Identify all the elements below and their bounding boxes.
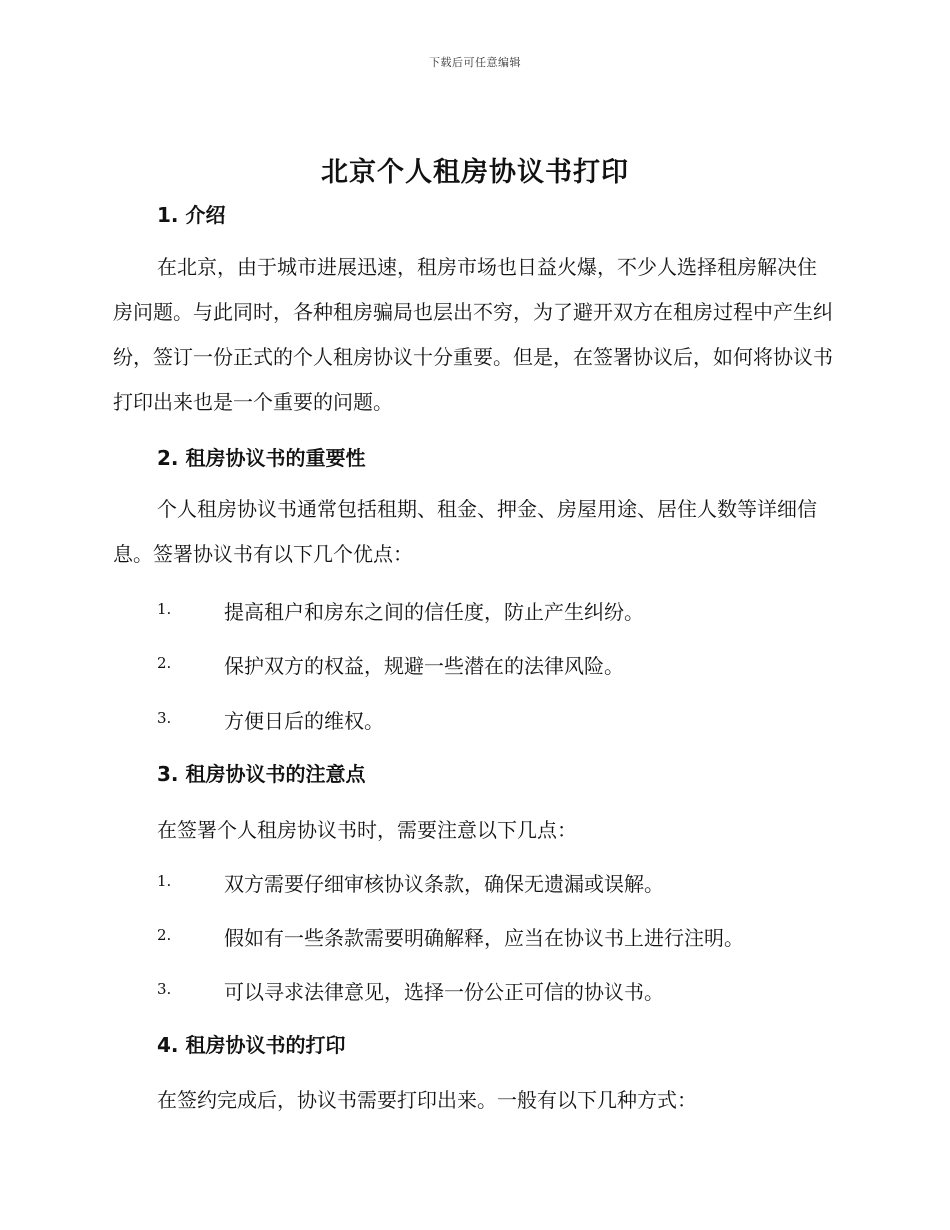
list-item [157, 868, 847, 898]
list-item-number: 2. [157, 654, 172, 672]
section-heading-importance: 2. 租房协议书的重要性 [157, 446, 366, 470]
list-item [157, 976, 847, 1006]
section-heading-printing: 4. 租房协议书的打印 [157, 1033, 346, 1057]
section-heading-intro: 1. 介绍 [157, 203, 226, 227]
list-item-text: 保护双方的权益，规避一些潜在的法律风险。 [224, 654, 624, 678]
list-item-text: 提高租户和房东之间的信任度，防止产生纠纷。 [224, 600, 644, 624]
list-item-text: 假如有一些条款需要明确解释，应当在协议书上进行注明。 [224, 926, 744, 950]
list-item-text: 可以寻求法律意见，选择一份公正可信的协议书。 [224, 980, 664, 1004]
printing-intro-line: 在签约完成后，协议书需要打印出来。一般有以下几种方式： [157, 1088, 697, 1112]
list-item [157, 705, 847, 735]
list-item [157, 596, 847, 626]
list-item-number: 3. [157, 709, 172, 727]
section-heading-notes: 3. 租房协议书的注意点 [157, 762, 366, 786]
page-header-note: 下载后可任意编辑 [429, 56, 521, 69]
intro-paragraph: 在北京，由于城市进展迅速，租房市场也日益火爆，不少人选择租房解决住房问题。与此同时，各种租房骗局也层出不穷，为了避开双方在租房过程中产生纠纷，签订一份正式的个人租房协议十分重要。但是，在签署协议后，如何将协议书打印出来也是一个重要的问题。 [113, 255, 833, 414]
list-item [157, 650, 847, 680]
list-item [157, 922, 847, 952]
list-item-number: 1. [157, 600, 172, 618]
document-title: 北京个人租房协议书打印 [321, 157, 629, 188]
list-item-number: 1. [157, 872, 172, 890]
list-item-number: 3. [157, 980, 172, 998]
importance-paragraph: 个人租房协议书通常包括租期、租金、押金、房屋用途、居住人数等详细信息。签署协议书有以下几个优点： [113, 497, 817, 566]
list-item-text: 方便日后的维权。 [224, 709, 384, 733]
list-item-number: 2. [157, 926, 172, 944]
list-item-text: 双方需要仔细审核协议条款，确保无遗漏或误解。 [224, 872, 664, 896]
notes-intro-line: 在签署个人租房协议书时，需要注意以下几点： [157, 818, 577, 842]
